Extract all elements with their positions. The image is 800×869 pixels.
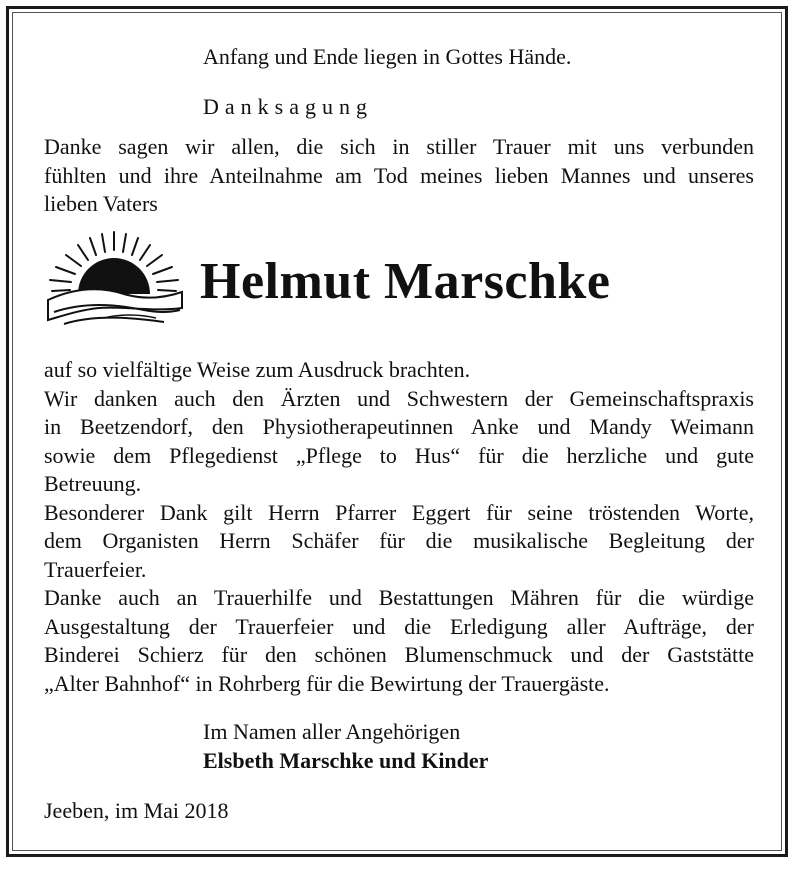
signature-intro: Im Namen aller Angehörigen (203, 719, 461, 744)
rising-sun-icon (44, 228, 184, 328)
body-line: Wir danken auch den Ärzten und Schwestern der Gemeinschaftspraxis (44, 385, 754, 411)
heading: Danksagung (203, 94, 373, 119)
body-line: Betreuung. (44, 471, 142, 496)
body-line: in Beetzendorf, den Physiotherapeutinnen Anke und Mandy Weimann (44, 414, 754, 439)
body-line: „Alter Bahnhof“ in Rohrberg für die Bewirtung der Trauergäste. (44, 670, 610, 696)
body-line: Trauerfeier. (44, 556, 147, 582)
main-text (44, 356, 754, 698)
signature-names: Elsbeth Marschke und Kinder (203, 748, 489, 773)
body-line: Besonderer Dank gilt Herrn Pfarrer Eggert für seine tröstenden Worte, (44, 499, 754, 525)
body-line: dem Organisten Herrn Schäfer für die musikalische Begleitung der (44, 528, 754, 553)
body-line: Binderei Schierz für den schönen Blumenschmuck und der Gaststätte (44, 642, 754, 667)
intro-line: fühlten und ihre Anteilnahme am Tod meines lieben Mannes und unseres (44, 162, 754, 188)
body-line: auf so vielfältige Weise zum Ausdruck brachten. (44, 357, 471, 382)
intro-block (44, 133, 754, 219)
place-date: Jeeben, im Mai 2018 (44, 798, 229, 823)
body-line: Danke auch an Trauerhilfe und Bestattungen Mähren für die würdige (44, 585, 754, 610)
body-line: sowie dem Pflegedienst „Pflege to Hus“ für die herzliche und gute (44, 442, 754, 468)
deceased-name: Helmut Marschke (200, 253, 611, 310)
intro-line: Danke sagen wir allen, die sich in stiller Trauer mit uns verbunden (44, 134, 754, 159)
body-line: Ausgestaltung der Trauerfeier und die Erledigung aller Aufträge, der (44, 613, 754, 639)
motto: Anfang und Ende liegen in Gottes Hände. (203, 44, 572, 69)
intro-line: lieben Vaters (44, 191, 158, 216)
